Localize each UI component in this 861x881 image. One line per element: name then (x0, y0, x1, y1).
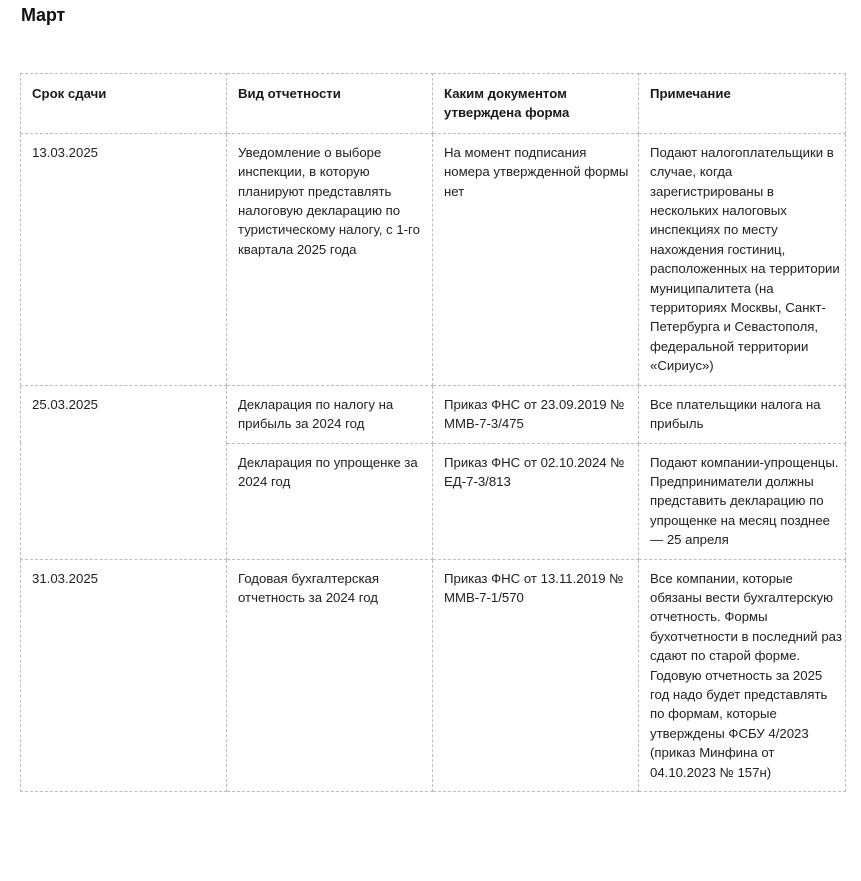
cell-note: Подают компании-упрощенцы. Предприниматели должны представить декларацию по упрощенке на месяц позднее — 25 апреля (639, 443, 846, 559)
cell-approving-document: Приказ ФНС от 13.11.2019 № ММВ-7-1/570 (433, 559, 639, 791)
cell-note: Все компании, которые обязаны вести бухгалтерскую отчетность. Формы бухотчетности в последний раз сдают по старой форме. Годовую отчетность за 2025 год надо будет представлять по формам, которые утверждены ФСБУ 4/2023 (приказ Минфина от 04.10.2023 № 157н) (639, 559, 846, 791)
reporting-table (20, 73, 846, 792)
cell-deadline: 31.03.2025 (21, 559, 227, 791)
cell-report-type: Декларация по упрощенке за 2024 год (227, 443, 433, 559)
header-approving-document: Каким документом утверждена форма (433, 74, 639, 134)
header-note: Примечание (639, 74, 846, 134)
cell-report-type: Декларация по налогу на прибыль за 2024 год (227, 385, 433, 443)
cell-approving-document: Приказ ФНС от 02.10.2024 № ЕД-7-3/813 (433, 443, 639, 559)
cell-report-type: Годовая бухгалтерская отчетность за 2024 год (227, 559, 433, 791)
table-row (21, 133, 846, 385)
table-header-row (21, 74, 846, 134)
cell-note: Подают налогоплательщики в случае, когда зарегистрированы в нескольких налоговых инспекциях по месту нахождения гостиниц, расположенных на территории муниципалитета (на территориях Москвы, Санкт-Петербурга и Севастополя, федеральной территории «Сириус») (639, 133, 846, 385)
header-report-type: Вид отчетности (227, 74, 433, 134)
cell-deadline: 13.03.2025 (21, 133, 227, 385)
table-row (21, 385, 846, 443)
page-title: Март (21, 5, 65, 25)
cell-note: Все плательщики налога на прибыль (639, 385, 846, 443)
header-deadline: Срок сдачи (21, 74, 227, 134)
cell-report-type: Уведомление о выборе инспекции, в которую планируют представлять налоговую декларацию по туристическому налогу, с 1-го квартала 2025 года (227, 133, 433, 385)
cell-approving-document: На момент подписания номера утвержденной формы нет (433, 133, 639, 385)
cell-approving-document: Приказ ФНС от 23.09.2019 № ММВ-7-3/475 (433, 385, 639, 443)
cell-deadline: 25.03.2025 (21, 385, 227, 559)
table-row (21, 559, 846, 791)
